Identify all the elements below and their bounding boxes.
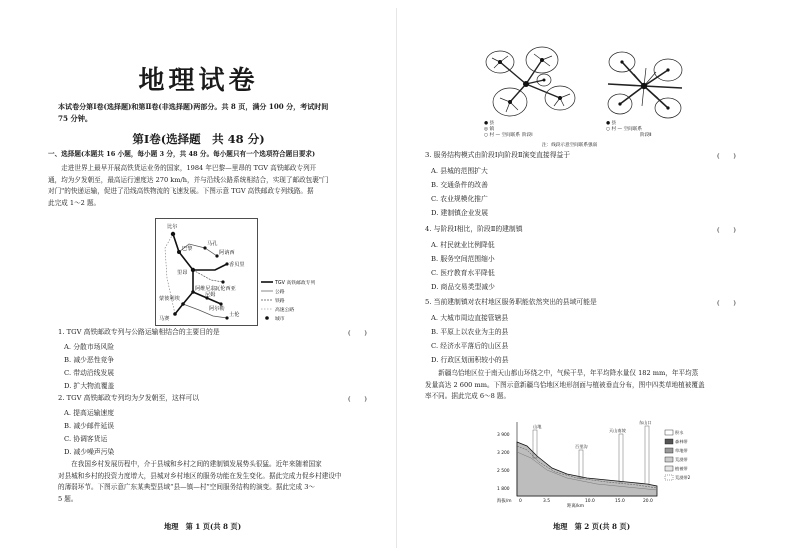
city-marker: [181, 302, 185, 306]
option-a[interactable]: A. 县城的范围扩大: [431, 167, 488, 175]
stage-2-label: 阶段Ⅱ: [640, 133, 652, 138]
option-c[interactable]: C. 经济水平落后的山区县: [431, 342, 509, 350]
city-marker: [171, 232, 175, 236]
map-legend: [261, 279, 315, 322]
diagram-caption: 注：线段示意空间联系强弱: [542, 143, 598, 148]
option-d[interactable]: D. 商品交易类型减少: [431, 283, 495, 291]
answer-paren[interactable]: ( ): [348, 329, 367, 337]
instruction-text: 一、选择题(本题共 16 小题，每小题 3 分，共 48 分。每小题只有一个选项符合题目要求): [48, 150, 316, 158]
option-d[interactable]: D. 建制镇企业发展: [431, 209, 489, 217]
question-5: [425, 297, 755, 308]
city-label: 阿尔勒: [209, 306, 225, 312]
city-marker: [221, 280, 224, 283]
city-label: 阿讷西: [219, 250, 235, 256]
option-a[interactable]: A. 大城市周边直接管辖县: [431, 314, 509, 322]
answer-paren[interactable]: ( ): [717, 226, 736, 234]
stage-1-label: 阶段Ⅰ: [522, 133, 533, 138]
question-stem: 5. 当前建制镇对农村地区服务职能依然突出的县域可能是: [425, 298, 597, 306]
slope-label: 东山口: [639, 420, 652, 425]
legend-item: ● 县: [484, 121, 495, 126]
option-d[interactable]: D. 行政区划面积较小的县: [431, 356, 509, 364]
legend-label: 铁路: [275, 299, 285, 304]
city-label: 比尔: [167, 224, 178, 230]
question-1: [58, 327, 378, 338]
question-4: [425, 224, 755, 235]
city-marker: [173, 312, 177, 316]
passage-2-line: 5 题。: [58, 494, 78, 503]
slope-label: 山地: [533, 424, 542, 429]
slope-label: 百里沟: [575, 444, 588, 449]
question-stem: 4. 与阶段Ⅰ相比，阶段Ⅱ的建制镇: [425, 225, 523, 233]
passage-1-line: 通，均为夕发朝至，最高运行速度达 270 km/h，并与沿线公路系统相结合，实现了邮政包裹"门: [48, 175, 329, 184]
x-tick: 10.0: [585, 499, 595, 504]
passage-3-line: 率不同。据此完成 6～8 题。: [425, 392, 511, 400]
city-label: 马孔: [207, 241, 218, 247]
city-label: 里昂: [177, 270, 188, 276]
passage-2-line: 对县城和乡村的投资力度增大，县城对乡村地区的服务功能在发生变化。据此完成力促乡村建设中: [58, 471, 342, 480]
question-3: [425, 150, 755, 161]
y-tick: 3 200: [497, 451, 510, 456]
city-marker: [191, 268, 195, 272]
option-b[interactable]: B. 减少邮件延误: [64, 422, 115, 430]
terrain-profile: [497, 412, 697, 508]
exam-intro: [58, 101, 368, 125]
option-d[interactable]: D. 减少噪声污染: [64, 448, 115, 456]
passage-1-line: 走进世界上最早开展高铁货运业务的国家，1984 年巴黎—里昂的 TGV 高铁邮政专列开: [48, 164, 317, 172]
option-c[interactable]: C. 农业规模化推广: [431, 195, 488, 203]
legend-item: ◎ 镇: [484, 127, 495, 132]
passage-2-line: 的薄弱环节。下图示意广东某典型县域“县—镇—村”空间服务结构的演变。据此完成 3～: [58, 483, 316, 491]
question-stem: 1. TGV 高铁邮政专列与公路运输相结合的主要目的是: [58, 328, 220, 336]
legend-label: 草地带: [675, 448, 688, 453]
y-tick: 3 900: [497, 433, 510, 438]
legend-label: 公路: [275, 290, 285, 295]
city-label: 土伦: [229, 312, 240, 318]
option-a[interactable]: A. 分散市场风险: [64, 343, 115, 351]
passage-1-line: 对门"的快递运输，促进了沿线高铁物流的飞速发展。下图示意 TGV 高铁邮政专列线路。据: [48, 187, 314, 195]
city-label: 香贝里: [229, 262, 245, 268]
option-d[interactable]: D. 扩大物流覆盖: [64, 382, 115, 390]
option-b[interactable]: B. 平原上以农业为主的县: [431, 328, 509, 336]
x-tick: 15.0: [615, 499, 625, 504]
city-label: 马赛: [159, 316, 170, 322]
legend-item: ● 县: [606, 121, 617, 126]
city-label: 瓦伦西亚: [215, 286, 236, 292]
legend-label: 积水: [675, 430, 684, 435]
city-label: 尼姆: [205, 292, 216, 298]
x-tick: 3.5: [543, 499, 550, 504]
section-title: 第Ⅰ卷(选择题 共 48 分): [132, 132, 265, 146]
option-b[interactable]: B. 减少恶性竞争: [64, 356, 115, 364]
option-b[interactable]: B. 服务空间范围缩小: [431, 255, 495, 263]
city-label: 巴黎: [182, 246, 193, 252]
option-c[interactable]: C. 带动沿线发展: [64, 369, 115, 377]
passage-1: [48, 163, 378, 209]
exam-title: 地理试卷: [138, 66, 259, 96]
question-stem: 3. 服务结构模式由阶段Ⅰ向阶段Ⅱ演变直接得益于: [425, 151, 571, 159]
page-footer: 地理 第 1 页(共 8 页): [164, 522, 242, 531]
legend-label: 森林带: [675, 439, 688, 444]
intro-line-1: 本试卷分第Ⅰ卷(选择题)和第Ⅱ卷(非选择题)两部分。共 8 页，满分 100 分，考试时间: [58, 102, 329, 111]
legend-label: TGV 高铁邮政专列: [275, 281, 316, 286]
passage-3-line: 新疆乌恰地区位于南天山都山环绕之中，气候干旱，年平均降水量仅 182 mm，年平均蒸: [425, 369, 699, 377]
answer-paren[interactable]: ( ): [717, 299, 736, 307]
y-tick: 1 800: [497, 487, 510, 492]
legend-label: 荒漠带: [675, 457, 688, 462]
option-a[interactable]: A. 村民就业比例降低: [431, 241, 495, 249]
tgv-route-map: [155, 218, 325, 326]
option-a[interactable]: A. 提高运输速度: [64, 409, 115, 417]
slope-label: 天山南坡: [609, 428, 626, 433]
passage-1-line: 此完成 1～2 题。: [48, 198, 101, 207]
passage-2: [58, 459, 380, 505]
passage-3: [425, 368, 760, 403]
legend-label: 植被带: [675, 466, 688, 471]
answer-paren[interactable]: ( ): [717, 152, 736, 160]
passage-2-line: 在我国乡村发展历程中，介于县城和乡村之间的建制镇发展势头很猛。近年来随着国家: [58, 460, 322, 468]
city-label: 蒙彼利埃: [159, 296, 180, 302]
profile-legend: [665, 429, 691, 481]
x-axis-label: 距离/km: [567, 504, 585, 508]
service-structure-diagram: [482, 40, 692, 148]
option-c[interactable]: C. 协调客货运: [64, 435, 108, 443]
right-page: [397, 0, 794, 554]
x-tick: 20.0: [643, 499, 653, 504]
option-c[interactable]: C. 医疗教育水平降低: [431, 269, 495, 277]
city-marker: [177, 250, 181, 254]
passage-3-line: 发量高达 2 600 mm。下图示意新疆乌恰地区地形剖面与植被垂直分布，图中四类草地植被覆盖: [425, 380, 705, 389]
x-tick: 0: [519, 499, 522, 504]
page-footer: 地理 第 2 页(共 8 页): [553, 522, 631, 531]
legend-item: ○ 村 — 空间联系: [606, 127, 642, 132]
legend-item: ○ 村 — 空间联系: [484, 133, 520, 138]
y-tick: 2 500: [497, 469, 510, 474]
legend-label: 荒漠带2: [675, 475, 691, 480]
intro-line-2: 75 分钟。: [58, 114, 93, 123]
answer-paren[interactable]: ( ): [348, 395, 367, 403]
city-label: 阿维尼翁: [195, 286, 216, 292]
question-2: [58, 393, 378, 404]
question-stem: 2. TGV 高铁邮政专列均为夕发朝至，这样可以: [58, 394, 200, 402]
stage-1-network: [486, 47, 575, 116]
option-b[interactable]: B. 交通条件的改善: [431, 181, 488, 189]
legend-label: 高速公路: [275, 308, 295, 313]
y-axis-label: 海拔/m: [497, 499, 512, 504]
legend-label: 城市: [275, 317, 285, 322]
